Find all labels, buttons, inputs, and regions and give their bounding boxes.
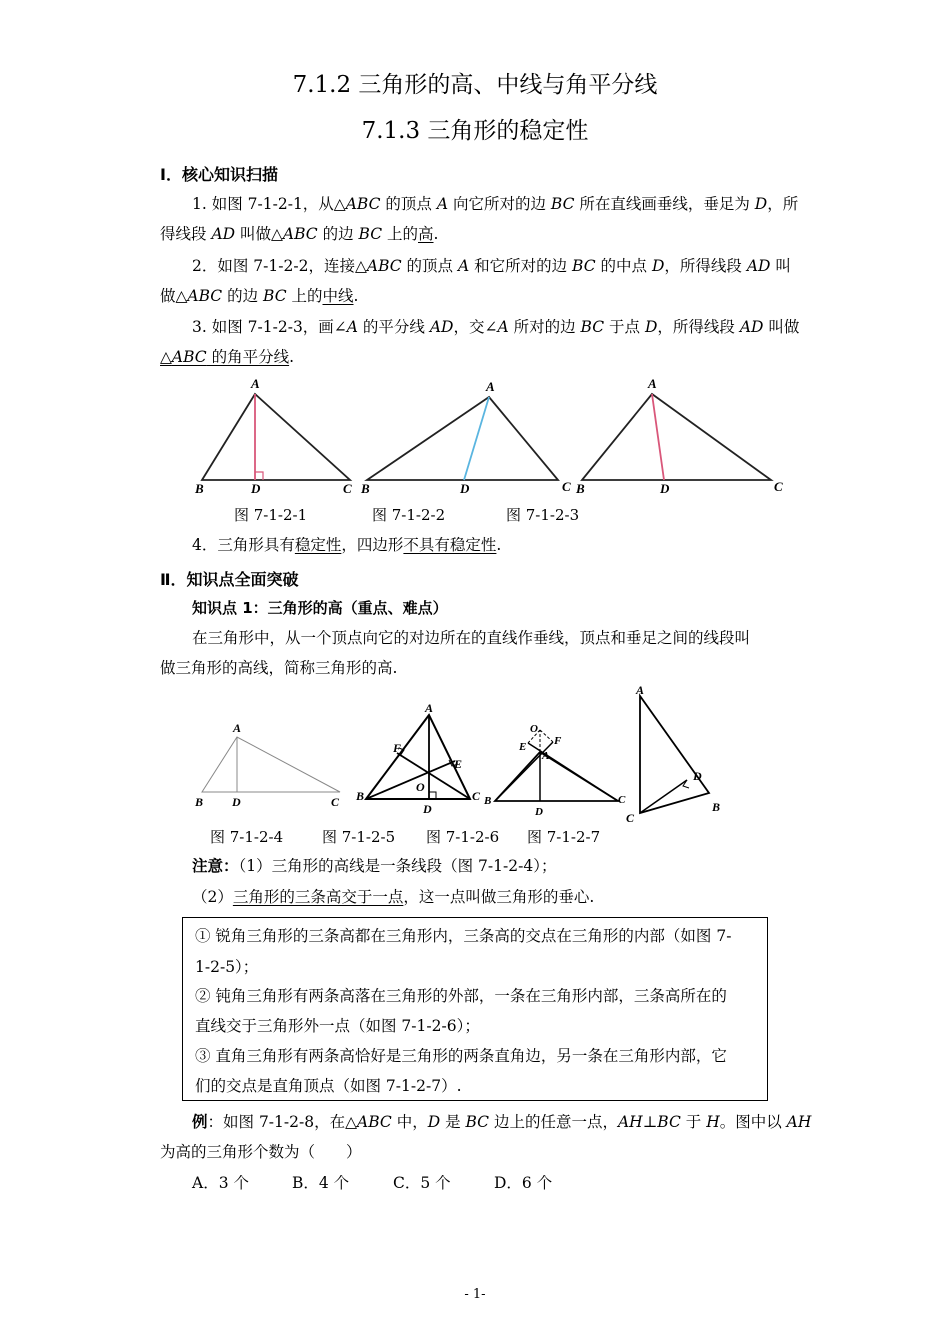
svg-text:C: C xyxy=(626,811,635,822)
figures-row-2 xyxy=(190,682,750,822)
box-line-6: 们的交点是直角顶点（如图 7-1-2-7）. xyxy=(195,1077,462,1095)
svg-text:D: D xyxy=(423,802,432,816)
svg-text:B: B xyxy=(712,800,721,814)
caption-fig-7: 图 7-1-2-7 xyxy=(527,828,601,846)
caption-fig-3: 图 7-1-2-3 xyxy=(506,506,580,524)
svg-text:D: D xyxy=(460,481,470,496)
svg-text:A: A xyxy=(648,376,657,391)
svg-text:C: C xyxy=(331,795,340,809)
svg-text:C: C xyxy=(562,479,571,494)
svg-text:D: D xyxy=(232,795,241,809)
knowledge-point-1-title: 知识点 1：三角形的高（重点、难点） xyxy=(192,599,448,617)
caption-fig-1: 图 7-1-2-1 xyxy=(234,506,308,524)
svg-text:B: B xyxy=(195,795,204,809)
svg-text:C: C xyxy=(343,481,352,496)
kp1-text-line-1: 在三角形中，从一个顶点向它的对边所在的直线作垂线，顶点和垂足之间的线段叫 xyxy=(192,629,751,647)
figure-7-1-2-5 xyxy=(355,701,481,816)
figure-7-1-2-3 xyxy=(575,376,783,496)
para-4: 4．三角形具有稳定性，四边形不具有稳定性. xyxy=(192,536,502,554)
svg-text:F: F xyxy=(554,735,562,747)
para-2-line-2: 做△ABC 的边 BC 上的中线. xyxy=(160,287,359,305)
svg-text:E: E xyxy=(519,741,527,753)
svg-text:A: A xyxy=(636,683,645,697)
caption-fig-6: 图 7-1-2-6 xyxy=(426,828,500,846)
para-1-line-2: 得线段 AD 叫做△ABC 的边 BC 上的高. xyxy=(160,225,439,243)
svg-text:E: E xyxy=(454,757,463,771)
page-number: - 1- xyxy=(464,1287,486,1302)
para-1-line-1: 1. 如图 7-1-2-1，从△ABC 的顶点 A 向它所对的边 BC 所在直线画垂线，垂足为 D，所 xyxy=(192,195,799,213)
figure-7-1-2-2 xyxy=(360,379,571,496)
figure-7-1-2-6 xyxy=(483,723,626,818)
svg-text:A: A xyxy=(425,701,434,715)
box-line-3: ② 钝角三角形有两条高落在三角形的外部，一条在三角形内部，三条高所在的 xyxy=(195,987,727,1005)
svg-text:D: D xyxy=(251,481,261,496)
svg-text:B: B xyxy=(576,481,585,496)
figure-7-1-2-1 xyxy=(194,376,352,496)
svg-text:B: B xyxy=(484,795,492,807)
svg-text:O: O xyxy=(530,723,538,735)
option-a: A．3 个 xyxy=(192,1174,249,1192)
section-1-heading: Ⅰ．核心知识扫描 xyxy=(160,165,278,184)
section-2-heading: Ⅱ．知识点全面突破 xyxy=(160,570,299,589)
box-line-5: ③ 直角三角形有两条高恰好是三角形的两条直角边，另一条在三角形内部，它 xyxy=(195,1047,727,1065)
svg-text:A: A xyxy=(486,379,495,394)
kp1-text-line-2: 做三角形的高线，简称三角形的高. xyxy=(160,659,398,677)
figure-7-1-2-4 xyxy=(194,721,340,809)
svg-text:C: C xyxy=(774,479,783,494)
note-1: 注意：（1）三角形的高线是一条线段（图 7-1-2-4）； xyxy=(192,857,557,875)
para-3-line-2: △ABC 的角平分线. xyxy=(160,348,295,366)
option-d: D．6 个 xyxy=(494,1174,553,1192)
option-b: B．4 个 xyxy=(292,1174,350,1192)
figures-row-1 xyxy=(190,372,800,500)
svg-text:D: D xyxy=(535,806,543,818)
para-3-line-1: 3. 如图 7-1-2-3，画∠A 的平分线 AD，交∠A 所对的边 BC 于点 D，所得线段 AD 叫做 xyxy=(192,318,800,336)
svg-text:A: A xyxy=(542,750,550,762)
svg-text:C: C xyxy=(618,794,626,806)
caption-fig-5: 图 7-1-2-5 xyxy=(322,828,396,846)
caption-fig-2: 图 7-1-2-2 xyxy=(372,506,446,524)
svg-text:D: D xyxy=(693,769,702,783)
svg-text:C: C xyxy=(472,789,481,803)
title-2: 7.1.3 三角形的稳定性 xyxy=(361,118,589,144)
note-2: （2）三角形的三条高交于一点，这一点叫做三角形的垂心. xyxy=(192,888,595,906)
svg-text:O: O xyxy=(416,780,425,794)
svg-text:F: F xyxy=(393,741,402,755)
svg-text:D: D xyxy=(660,481,670,496)
box-line-2: 1-2-5）； xyxy=(195,958,259,976)
svg-text:A: A xyxy=(251,376,260,391)
para-2-line-1: 2．如图 7-1-2-2，连接△ABC 的顶点 A 和它所对的边 BC 的中点 D，所得线段 AD 叫 xyxy=(192,257,791,275)
option-c: C．5 个 xyxy=(393,1174,451,1192)
svg-text:B: B xyxy=(195,481,204,496)
example-line-1: 例：如图 7-1-2-8，在△ABC 中，D 是 BC 边上的任意一点，AH⊥BC 于 H。图中以 AH xyxy=(192,1113,812,1131)
svg-text:A: A xyxy=(233,721,242,735)
box-line-4: 直线交于三角形外一点（如图 7-1-2-6）； xyxy=(195,1017,480,1035)
caption-fig-4: 图 7-1-2-4 xyxy=(210,828,284,846)
title-1: 7.1.2 三角形的高、中线与角平分线 xyxy=(292,72,658,98)
svg-text:B: B xyxy=(361,481,370,496)
figure-7-1-2-7 xyxy=(626,683,720,822)
svg-text:B: B xyxy=(356,789,365,803)
box-line-1: ① 锐角三角形的三条高都在三角形内，三条高的交点在三角形的内部（如图 7- xyxy=(195,927,732,945)
example-line-2: 为高的三角形个数为（ ） xyxy=(160,1143,362,1161)
